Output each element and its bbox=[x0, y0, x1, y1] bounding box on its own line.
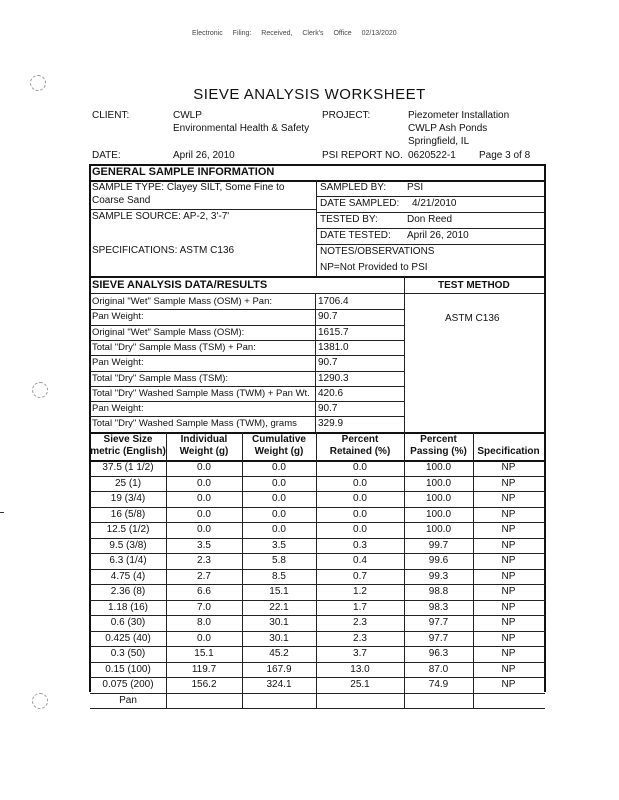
binder-hole-bottom bbox=[32, 693, 48, 709]
table-cell: 0.0 bbox=[272, 477, 286, 489]
table-cell: 0.0 bbox=[197, 477, 211, 489]
table-row bbox=[90, 693, 545, 694]
table-cell: 8.0 bbox=[197, 617, 211, 628]
table-cell: 2.3 bbox=[353, 632, 367, 644]
test-method-label: TEST METHOD bbox=[438, 280, 510, 291]
frame-right bbox=[544, 164, 546, 692]
result-value: 90.7 bbox=[318, 357, 338, 369]
rule bbox=[90, 276, 545, 278]
rule bbox=[316, 432, 317, 708]
page-title: SIEVE ANALYSIS WORKSHEET bbox=[193, 86, 426, 103]
table-cell: 3.7 bbox=[353, 648, 367, 659]
project-line: Piezometer Installation bbox=[408, 110, 510, 121]
result-value: 420.6 bbox=[318, 387, 344, 399]
table-cell: 3.5 bbox=[272, 539, 286, 551]
table-cell: 0.0 bbox=[353, 508, 367, 520]
table-cell: 3.5 bbox=[197, 539, 211, 551]
table-cell: 0.0 bbox=[353, 524, 367, 535]
table-cell: 25.1 bbox=[350, 679, 370, 690]
table-row bbox=[90, 507, 545, 508]
date-sampled: 4/21/2010 bbox=[412, 198, 457, 209]
table-cell: 156.2 bbox=[191, 679, 217, 690]
binder-hole-middle bbox=[32, 382, 48, 398]
table-cell: 0.4 bbox=[353, 555, 367, 566]
column-header-sub: Weight (g) bbox=[179, 446, 229, 457]
rule bbox=[90, 355, 404, 356]
table-cell: 0.0 bbox=[272, 462, 286, 473]
frame-left bbox=[89, 164, 91, 692]
table-cell: NP bbox=[501, 539, 516, 551]
tested-by-label: TESTED BY: bbox=[320, 214, 378, 225]
table-cell: 100.0 bbox=[425, 524, 452, 535]
table-row bbox=[90, 569, 545, 570]
client-department: Environmental Health & Safety bbox=[173, 123, 310, 134]
report-number-label: PSI REPORT NO. bbox=[322, 150, 403, 161]
rule bbox=[90, 309, 404, 310]
table-row bbox=[90, 538, 545, 539]
table-cell: 25 (1) bbox=[114, 477, 142, 489]
rule bbox=[90, 416, 404, 417]
table-cell: 324.1 bbox=[266, 679, 292, 690]
table-cell: 4.75 (4) bbox=[110, 570, 146, 582]
client-name: CWLP bbox=[173, 110, 202, 121]
test-method: ASTM C136 bbox=[445, 313, 500, 324]
table-cell: 2.36 (8) bbox=[110, 586, 146, 597]
table-cell: 99.7 bbox=[428, 539, 449, 551]
table-cell: 98.8 bbox=[428, 586, 449, 597]
rule bbox=[90, 325, 404, 326]
table-cell: 5.8 bbox=[272, 555, 286, 566]
table-cell: 74.9 bbox=[428, 679, 449, 690]
rule bbox=[90, 209, 316, 210]
table-cell: 16 (5/8) bbox=[110, 508, 146, 520]
sample-type: SAMPLE TYPE: Clayey SILT, Some Fine to bbox=[92, 182, 285, 193]
table-cell: 30.1 bbox=[269, 632, 289, 644]
table-cell: 15.1 bbox=[194, 648, 214, 659]
table-cell: 9.5 (3/8) bbox=[109, 539, 147, 551]
table-cell: 6.6 bbox=[197, 586, 211, 597]
table-cell: 0.0 bbox=[272, 508, 286, 520]
table-row bbox=[90, 522, 545, 523]
sample-source: SAMPLE SOURCE: AP-2, 3'-7' bbox=[92, 211, 230, 222]
table-cell: 0.0 bbox=[197, 632, 211, 644]
column-header: Percent bbox=[420, 434, 457, 445]
result-label: Pan Weight: bbox=[92, 357, 144, 369]
rule bbox=[316, 196, 545, 197]
table-cell: 99.3 bbox=[428, 570, 449, 582]
date-label: DATE: bbox=[92, 150, 121, 161]
notes-label: NOTES/OBSERVATIONS bbox=[320, 246, 435, 257]
table-cell: 100.0 bbox=[425, 508, 452, 520]
table-row bbox=[90, 662, 545, 663]
result-value: 90.7 bbox=[318, 403, 338, 415]
rule bbox=[316, 244, 545, 245]
rule bbox=[90, 293, 545, 294]
table-cell: 45.2 bbox=[269, 648, 289, 659]
column-header-sub: Retained (%) bbox=[329, 446, 391, 457]
table-cell: 98.3 bbox=[428, 601, 449, 613]
page-number: Page 3 of 8 bbox=[479, 150, 531, 161]
table-cell: 1.2 bbox=[353, 586, 367, 597]
table-cell: 22.1 bbox=[269, 601, 289, 613]
table-cell: NP bbox=[501, 586, 516, 597]
table-cell: 8.5 bbox=[272, 570, 286, 582]
result-label: Total "Dry" Sample Mass (TSM): bbox=[92, 372, 229, 384]
result-label: Original "Wet" Sample Mass (OSM): bbox=[92, 326, 245, 338]
rule bbox=[404, 432, 405, 708]
table-cell: 6.3 (1/4) bbox=[109, 555, 147, 566]
result-label: Pan Weight: bbox=[92, 403, 144, 415]
table-cell: 0.0 bbox=[272, 524, 286, 535]
column-header-sub: metric (English) bbox=[90, 446, 166, 457]
table-cell: NP bbox=[501, 663, 516, 675]
table-cell: 0.7 bbox=[353, 570, 367, 582]
rule bbox=[315, 293, 316, 432]
table-row bbox=[90, 553, 545, 554]
table-cell: 96.3 bbox=[428, 648, 449, 659]
table-cell: 0.0 bbox=[197, 524, 211, 535]
table-cell: Pan bbox=[119, 694, 137, 706]
table-cell: 7.0 bbox=[197, 601, 211, 613]
table-cell: NP bbox=[501, 632, 516, 644]
table-cell: NP bbox=[501, 555, 516, 566]
table-row bbox=[90, 600, 545, 601]
table-cell: 12.5 (1/2) bbox=[106, 524, 150, 535]
table-cell: 30.1 bbox=[269, 617, 289, 628]
table-cell: 0.3 bbox=[353, 539, 367, 551]
table-cell: NP bbox=[501, 493, 516, 504]
rule bbox=[242, 432, 243, 708]
result-label: Total "Dry" Washed Sample Mass (TWM) + Pan Wt. bbox=[92, 387, 310, 399]
table-cell: 0.0 bbox=[197, 462, 211, 473]
rule bbox=[166, 432, 167, 708]
date-value: April 26, 2010 bbox=[173, 150, 235, 161]
table-cell: 0.075 (200) bbox=[102, 679, 154, 690]
table-cell: 167.9 bbox=[266, 663, 292, 675]
table-cell: NP bbox=[501, 462, 516, 473]
table-row bbox=[90, 615, 545, 616]
column-header-sub: Passing (%) bbox=[410, 446, 467, 457]
table-cell: 100.0 bbox=[425, 477, 452, 489]
table-row bbox=[90, 677, 545, 678]
table-cell: 13.0 bbox=[350, 663, 370, 675]
table-row bbox=[90, 708, 545, 709]
table-cell: 1.18 (16) bbox=[107, 601, 149, 613]
table-cell: NP bbox=[501, 570, 516, 582]
table-cell: 2.3 bbox=[353, 617, 367, 628]
sampled-by-label: SAMPLED BY: bbox=[320, 182, 387, 193]
table-cell: 0.3 (50) bbox=[110, 648, 146, 659]
project-line: Springfield, IL bbox=[408, 136, 470, 147]
result-label: Total "Dry" Washed Sample Mass (TWM), grams bbox=[92, 418, 297, 430]
result-value: 90.7 bbox=[318, 311, 338, 323]
specifications: SPECIFICATIONS: ASTM C136 bbox=[92, 245, 235, 256]
rule bbox=[90, 340, 404, 341]
project-label: PROJECT: bbox=[322, 110, 371, 121]
result-label: Total "Dry" Sample Mass (TSM) + Pan: bbox=[92, 341, 256, 353]
table-cell: NP bbox=[501, 524, 516, 535]
table-cell: NP bbox=[501, 508, 516, 520]
table-cell: 0.0 bbox=[197, 508, 211, 520]
sampled-by: PSI bbox=[407, 182, 424, 193]
notes: NP=Not Provided to PSI bbox=[320, 262, 428, 273]
result-label: Pan Weight: bbox=[92, 311, 144, 323]
result-value: 329.9 bbox=[318, 418, 344, 430]
column-header: Sieve Size bbox=[103, 434, 153, 445]
table-cell: 0.0 bbox=[272, 493, 286, 504]
column-header: Cumulative bbox=[252, 434, 306, 445]
table-row bbox=[90, 491, 545, 492]
table-cell: 15.1 bbox=[269, 586, 289, 597]
table-cell: 37.5 (1 1/2) bbox=[102, 462, 154, 473]
table-cell: 87.0 bbox=[428, 663, 449, 675]
result-value: 1381.0 bbox=[318, 341, 349, 353]
date-tested: April 26, 2010 bbox=[407, 230, 469, 241]
column-header: Individual bbox=[180, 434, 228, 445]
table-cell: NP bbox=[501, 601, 516, 613]
report-number: 0620522-1 bbox=[408, 150, 456, 161]
result-value: 1290.3 bbox=[318, 372, 349, 384]
rule bbox=[316, 212, 545, 213]
rule bbox=[90, 401, 404, 402]
date-tested-label: DATE TESTED: bbox=[320, 230, 391, 241]
tested-by: Don Reed bbox=[407, 214, 453, 225]
table-row bbox=[90, 584, 545, 585]
results-heading: SIEVE ANALYSIS DATA/RESULTS bbox=[92, 279, 268, 291]
table-cell: 2.7 bbox=[197, 570, 211, 582]
table-cell: 0.6 (30) bbox=[110, 617, 146, 628]
table-cell: 97.7 bbox=[428, 617, 449, 628]
rule bbox=[90, 371, 404, 372]
table-row bbox=[90, 646, 545, 647]
result-value: 1706.4 bbox=[318, 296, 349, 307]
table-cell: 0.0 bbox=[353, 477, 367, 489]
table-cell: 19 (3/4) bbox=[110, 493, 146, 504]
table-cell: 2.3 bbox=[197, 555, 211, 566]
column-header-sub: Specification bbox=[477, 446, 540, 457]
table-cell: 0.0 bbox=[353, 462, 367, 473]
result-label: Original "Wet" Sample Mass (OSM) + Pan: bbox=[92, 296, 272, 307]
column-header-sub: Weight (g) bbox=[254, 446, 304, 457]
edge-mark bbox=[0, 512, 4, 513]
result-value: 1615.7 bbox=[318, 326, 349, 338]
table-cell: NP bbox=[501, 617, 516, 628]
table-cell: 97.7 bbox=[428, 632, 449, 644]
table-cell: 1.7 bbox=[353, 601, 367, 613]
table-cell: NP bbox=[501, 648, 516, 659]
general-info-heading: GENERAL SAMPLE INFORMATION bbox=[92, 166, 275, 178]
table-cell: 0.15 (100) bbox=[105, 663, 151, 675]
table-cell: 99.6 bbox=[428, 555, 449, 566]
table-cell: 0.425 (40) bbox=[105, 632, 151, 644]
column-header: Percent bbox=[341, 434, 379, 445]
table-cell: 100.0 bbox=[425, 493, 452, 504]
rule bbox=[404, 276, 405, 432]
table-cell: 100.0 bbox=[425, 462, 452, 473]
table-row bbox=[90, 476, 545, 477]
table-cell: NP bbox=[501, 679, 516, 690]
project-line: CWLP Ash Ponds bbox=[408, 123, 488, 134]
sample-type-cont: Coarse Sand bbox=[92, 195, 151, 206]
rule bbox=[473, 432, 474, 708]
rule bbox=[316, 228, 545, 229]
filing-stamp: Electronic Filing: Received, Clerk's Office 02/13/2020 bbox=[192, 30, 397, 37]
table-row bbox=[90, 631, 545, 632]
client-label: CLIENT: bbox=[92, 110, 130, 121]
table-cell: NP bbox=[501, 477, 516, 489]
rule bbox=[90, 386, 404, 387]
table-cell: 0.0 bbox=[353, 493, 367, 504]
table-cell: 119.7 bbox=[191, 663, 217, 675]
table-cell: 0.0 bbox=[197, 493, 211, 504]
date-sampled-label: DATE SAMPLED: bbox=[320, 198, 400, 209]
